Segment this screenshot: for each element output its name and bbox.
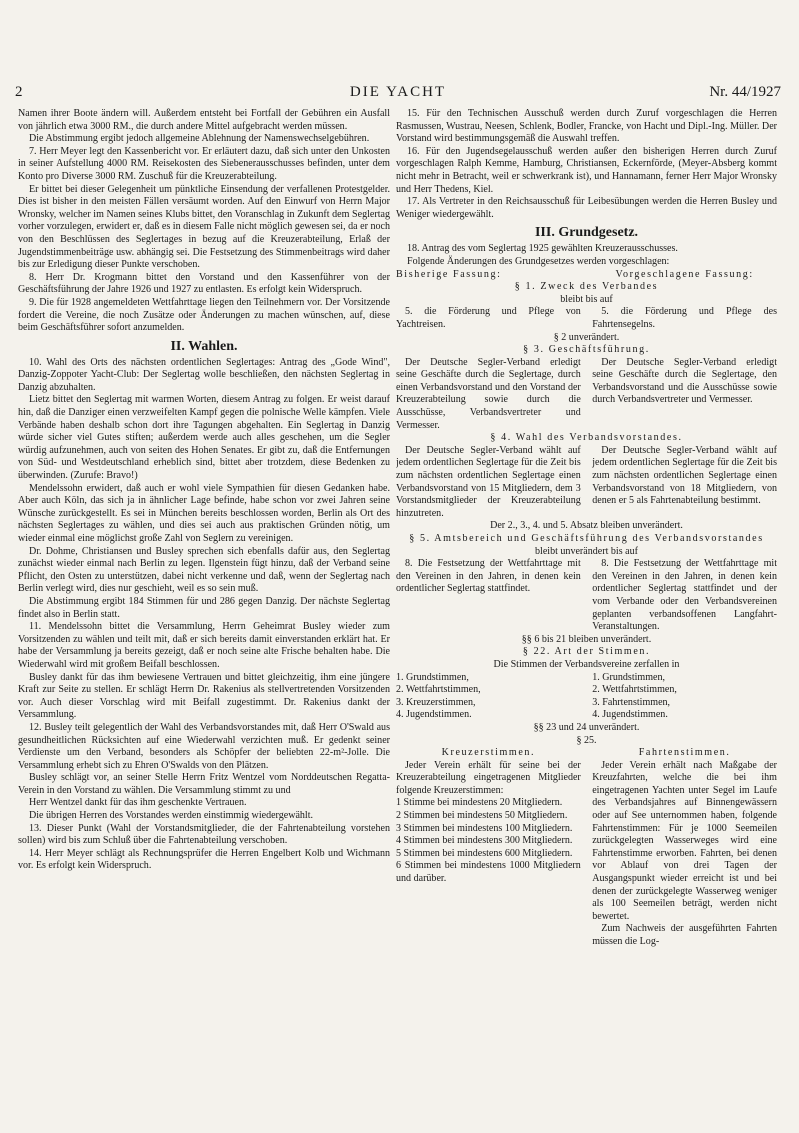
page-number: 2 <box>15 84 23 100</box>
paragraph: 9. Die für 1928 angemeldeten Wettfahrttage liegen den Teilnehmern vor. Der Vorsitzende fordert die Vereine, die noch Zusätze oder Änderungen zu machen wünschen, auf, diese beim Geschäftsführer sofort anzumelden. <box>18 296 390 334</box>
new-text: Zum Nachweis der ausgeführten Fahrten müssen die Log- <box>592 923 777 947</box>
paragraph: 12. Busley teilt gelegentlich der Wahl des Verbandsvorstandes mit, daß Herr O'Swald aus gesundheitlichen Rücksichten auf eine Wiederwahl verzichten muß. Er gedenkt seiner Verdienste um den Verband, besonders als Schöpfer der beliebten 22-m²-Jolle. Die Versammlung erhebt sich zu Ehren O'Swalds von den Plätzen. <box>18 721 390 771</box>
paragraph: Die übrigen Herren des Vorstandes werden einstimmig wiedergewählt. <box>29 810 314 822</box>
old-text: Der Deutsche Segler-Verband erledigt seine Geschäfte durch die Seglertage, durch einen Verbandsvorstand und den Vorstand der Kreuzerabteilung sowie durch die Ausschüsse, Verbandsvertreter und Vermesser. <box>396 356 581 431</box>
list-item: 4. Jugendstimmen. <box>592 709 668 721</box>
paragraph-25-compare <box>396 747 777 949</box>
paragraph-2-note: § 2 unverändert. <box>553 331 620 343</box>
paragraph: 14. Herr Meyer schlägt als Rechnungsprüfer die Herren Engelbert Kolb und Wichmann vor. Es erfolgt kein Widerspruch. <box>18 847 390 872</box>
list-item: 2. Wettfahrtstimmen, <box>592 684 677 696</box>
list-item: 3. Fahrtenstimmen, <box>592 696 671 708</box>
issue-number: Nr. 44/1927 <box>709 84 781 100</box>
old-text: Der Deutsche Segler-Verband wählt auf jedem ordentlichen Seglertage für die Zeit bis zum nächsten ordentlichen Seglertage einen Verbandsvorstand von 15 Mitgliedern, dem 3 Vorstandsmitglieder der Kreuzerabteilung hinzutreten. <box>396 444 581 519</box>
paragraph: Er bittet bei dieser Gelegenheit um pünktliche Einsendung der verfallenen Protestgelder. Dies ist bisher in den meisten Fällen versäumt worden. Auf den Einwurf von Herrn Major Wronsky, welcher im Namen seines Klubs bittet, den Voranschlag in Zukunft dem Seglertag vorher vorzulegen, erwidert er, daß es in diesem Falle nicht möglich gewesen sei, da er noch von den Beschlüssen des Seglertages in bezug auf die Kreuzerabteilung, Erlaß der Jugendstimmenbeiträge usw. abhängig sei. Die Festsetzung des Stimmenbeitrags wird daher bis zur Erledigung dieser Punkte verschoben. <box>18 183 390 271</box>
comparison-heads <box>396 269 777 282</box>
section-heading-grundgesetz: III. Grundgesetz. <box>534 225 639 241</box>
list-item: 6 Stimmen bei mindestens 1000 Mitgliedern und darüber. <box>396 860 581 885</box>
paragraph-4-compare <box>396 445 777 521</box>
paragraph: Dr. Dohme, Christiansen und Busley sprechen sich ebenfalls dafür aus, den Seglertag zunächst wieder einmal nach Berlin zu legen. Ilgenstein fügt hinzu, daß der Verband seine Pflicht, den Osten zu unterstützen, dabei nicht verkenne und daß, wenn der Seglertag nach Berlin verlegt wird, dies nur geschieht, weil es so sein muß. <box>18 545 390 595</box>
paragraph: Die Abstimmung ergibt 184 Stimmen für und 286 gegen Danzig. Der nächste Seglertag findet also in Berlin statt. <box>18 595 390 620</box>
old-text: Jeder Verein erhält für seine bei der Kreuzerabteilung eingetragenen Mitglieder folgende Kreuzerstimmen: <box>396 759 581 796</box>
paragraph: 17. Als Vertreter in den Reichsausschuß für Leibesübungen werden die Herren Busley und Weniger wiedergewählt. <box>396 196 777 220</box>
paragraph-1-compare <box>396 306 777 331</box>
list-item: 1. Grundstimmen, <box>592 671 666 683</box>
new-text: 8. Die Festsetzung der Wettfahrttage mit den Vereinen in den Jahren, in denen kein ordentlicher Seglertag stattfindet und der vom Verbande oder den Verbandsvereinen geplanten verbandsoffenen Langfahrt-Veranstaltungen. <box>592 558 777 633</box>
list-item: 2. Wettfahrtstimmen, <box>396 684 481 696</box>
paragraph: Die Abstimmung ergibt jedoch allgemeine Ablehnung der Namenswechselgebühren. <box>29 133 370 145</box>
paragraph: Folgende Änderungen des Grundgesetzes werden vorgeschlagen: <box>407 255 670 267</box>
old-version-head: Bisherige Fassung: <box>396 268 502 280</box>
old-text: 8. Die Festsetzung der Wettfahrttage mit den Vereinen in den Jahren, in denen kein ordentlicher Seglertag stattfindet. <box>396 558 581 595</box>
new-version-head: Vorgeschlagene Fassung: <box>615 268 754 280</box>
magazine-title: DIE YACHT <box>349 84 447 100</box>
section-heading-wahlen: II. Wahlen. <box>170 338 238 354</box>
new-text: Der Deutsche Segler-Verband wählt auf jedem ordentlichen Seglertage für die Zeit bis zum nächsten ordentlichen Seglertage einen Verbandsvorstand von 18 Mitgliedern, von denen er 5 als Fahrtenabteilung bestimmt. <box>592 444 777 507</box>
paragraph-6-note: §§ 6 bis 21 bleiben unverändert. <box>521 633 652 645</box>
fahrten-head: Fahrtenstimmen. <box>638 747 731 759</box>
paragraph-3-title: § 3. Geschäftsführung. <box>523 344 650 356</box>
page-header <box>15 84 781 106</box>
list-item: 1. Grundstimmen, <box>396 671 469 683</box>
paragraph: Namen ihrer Boote ändern will. Außerdem entsteht bei Fortfall der Gebühren ein Ausfall von jährlich etwa 3000 RM., die durch andere Mittel aufgebracht werden müssen. <box>18 108 390 132</box>
paragraph-5-title: § 5. Amtsbereich und Geschäftsführung des Verbandsvorstandes <box>409 533 764 544</box>
list-item: 1 Stimme bei mindestens 20 Mitgliedern. <box>396 797 563 809</box>
old-text: 5. die Förderung und Pflege von Yachtreisen. <box>396 306 581 330</box>
paragraph-1-sub: bleibt bis auf <box>560 293 613 305</box>
paragraph: 10. Wahl des Orts des nächsten ordentlichen Seglertages: Antrag des „Gode Wind", Danzig-Zoppoter Yacht-Club: Der Seglertag wolle beschließen, den nächsten Seglertag in Danzig abzuhalten. <box>18 356 390 393</box>
kreuzer-head: Kreuzerstimmen. <box>441 747 536 759</box>
list-item: 3. Kreuzerstimmen, <box>396 696 476 708</box>
new-text: 5. die Förderung und Pflege des Fahrtensegelns. <box>592 306 777 330</box>
paragraph: Busley schlägt vor, an seiner Stelle Herrn Fritz Wentzel vom Norddeutschen Regatta-Verein in den Vorstand zu wählen. Die Versammlung stimmt zu und <box>18 772 390 796</box>
paragraph: 13. Dieser Punkt (Wahl der Vorstandsmitglieder, die der Fahrtenabteilung vorstehen sollen) wird bis zum Schluß über die Fahrtenabteilung verschoben. <box>18 822 390 847</box>
paragraph: 11. Mendelssohn bittet die Versammlung, Herrn Geheimrat Busley wieder zum Vorsitzenden zu wählen und teilt mit, daß er sich bereits damit einverstanden erklärt hat. Er habe der Versammlung ja bereits gezeigt, daß er noch seine alte Frische behalten habe. Die Wiederwahl wird mit großem Beifall beschlossen. <box>18 621 390 670</box>
paragraph: Herr Wentzel dankt für das ihm geschenkte Vertrauen. <box>29 797 247 809</box>
paragraph-22-compare <box>396 672 777 722</box>
paragraph: Mendelssohn erwidert, daß auch er wohl viele Sympathien für diesen Gedanken habe. Aber auch Köln, das sich ja in ähnlicher Lage befinde, habe schon vor zwei Jahren seine Wünsche zurückgestellt. Es sei in München bereits beschlossen worden, Berlin als Ort des nächsten Seglertages zu wählen, und dies sei auch aus praktischen Gründen nötig, um wieder einmal eine möglichst große Zahl von Seglern zu vereinigen. <box>18 482 390 544</box>
new-text: Jeder Verein erhält nach Maßgabe der Kreuzfahrten, welche die bei ihm eingetragenen Yachten unter Segel im Laufe des Verbandsjahres auf Binnengewässern oder auf See unternommen haben, folgende Fahrtenstimmen: Für je 1000 Seemeilen zurückgelegten Wasserweges wird eine Fahrtenstimme erworben. Fahrten, bei denen vor Ablauf von drei Tagen der Ausgangspunkt wieder erreicht ist und bei denen der zurückgelegte Wasserweg weniger als 100 Seemeilen beträgt, werden nicht bewertet. <box>592 759 777 922</box>
paragraph-3-compare <box>396 357 777 433</box>
paragraph: 18. Antrag des vom Seglertag 1925 gewählten Kreuzerausschusses. <box>407 243 678 255</box>
paragraph: 8. Herr Dr. Krogmann bittet den Vorstand und den Kassenführer von der Geschäftsführung der Jahre 1926 und 1927 zu entlasten. Es erfolgt kein Widerspruch. <box>18 271 390 296</box>
new-text: Der Deutsche Segler-Verband erledigt seine Geschäfte durch die Seglertage, den Verbandsvorstand und die Ausschüsse sowie durch Verbandsvertreter und Vermesser. <box>592 356 777 406</box>
paragraph-25-title: § 25. <box>576 734 597 746</box>
paragraph: 7. Herr Meyer legt den Kassenbericht vor. Er erläutert dazu, daß sich unter den Unkosten in seiner Aufstellung 4000 RM. Reisekosten des Siebenerausschusses befinden, unter dem Konto pro Diverse 3000 RM. Zuschuß für die Kreuzerabteilung. <box>18 145 390 182</box>
list-item: 5 Stimmen bei mindestens 600 Mitgliedern. <box>396 847 573 859</box>
paragraph-4-note: Der 2., 3., 4. und 5. Absatz bleiben unverändert. <box>490 520 683 532</box>
paragraph-23-note: §§ 23 und 24 unverändert. <box>533 721 640 733</box>
list-item: 3 Stimmen bei mindestens 100 Mitgliedern. <box>396 822 573 834</box>
left-column <box>18 108 390 873</box>
paragraph: 16. Für den Jugendsegelausschuß werden außer den bisherigen Herren durch Zuruf vorgeschlagen Ralph Kemme, Hamburg, Christiansen, Eckernförde, (Meyer-Absberg kommt nicht mehr in Betracht, weil er schwerkrank ist), und Hannamann, ferner Herr Major Wronsky und Herr Thedens, Kiel. <box>396 145 777 195</box>
paragraph: Lietz bittet den Seglertag mit warmen Worten, diesem Antrag zu folgen. Er weist darauf hin, daß die Danziger einen verzweifelten Kampf gegen die polnische Welle kämpfen. Viele Verbände haben deshalb schon dort ihre Tagungen abgehalten. Ein Seglertag in Danzig würde sicher viel Gutes stiften; außerdem werde auch alles geschehen, um die Segler würdig aufzunehmen, auch von seiten des Hohen Senates. Er gibt zu, daß die Entfernungen von Süd- und Westdeutschland erheblich sind, bittet aber trotzdem, diese Bedenken zu überwinden. (Zurufe: Bravo!) <box>18 394 390 482</box>
kreuzer-list <box>396 797 581 885</box>
list-item: 4. Jugendstimmen. <box>396 709 472 721</box>
list-item: 2 Stimmen bei mindestens 50 Mitgliedern. <box>396 810 568 822</box>
paragraph-5-compare <box>396 558 777 634</box>
paragraph: 15. Für den Technischen Ausschuß werden durch Zuruf vorgeschlagen die Herren Rasmussen, Wustrau, Neesen, Schlenk, Bodler, Francke, von Hacht und Dipl.-Ing. Müller. Der Vorstand wird bestimmungsgemäß die Auswahl treffen. <box>396 108 777 145</box>
paragraph: Busley dankt für das ihm bewiesene Vertrauen und bittet gleichzeitig, ihm eine jüngere Kraft zur Seite zu stellen. Er schlägt Herrn Dr. Rakenius als stellvertretenden Vorsitzenden vor. Auch dieser Vorschlag wird mit Beifall zugestimmt. Dr. Rakenius dankt der Versammlung. <box>18 671 390 721</box>
paragraph-1-title: § 1. Zweck des Verbandes <box>514 281 659 293</box>
paragraph-22-intro: Die Stimmen der Verbandsvereine zerfallen in <box>493 658 680 670</box>
list-item: 4 Stimmen bei mindestens 300 Mitgliedern. <box>396 835 573 847</box>
paragraph-22-title: § 22. Art der Stimmen. <box>522 646 651 658</box>
right-column <box>396 108 777 949</box>
paragraph-4-title: § 4. Wahl des Verbandsvorstandes. <box>490 432 683 444</box>
paragraph-5-sub: bleibt unverändert bis auf <box>535 545 638 557</box>
